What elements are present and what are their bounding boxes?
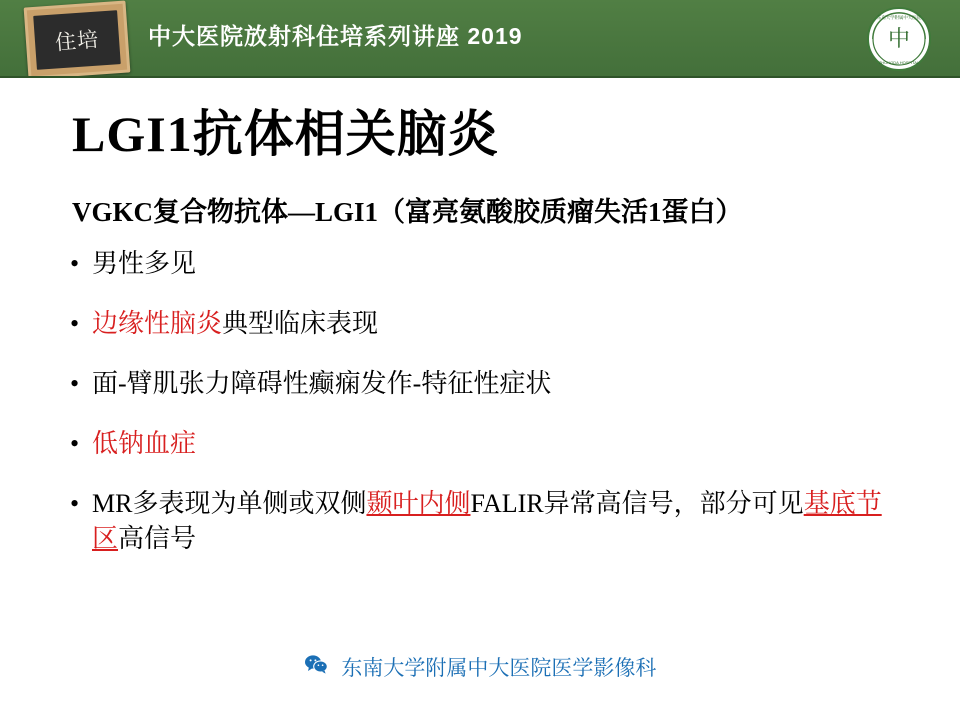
- chalkboard-plaque-label: 住培: [54, 27, 101, 55]
- bullet-text-run: 高信号: [118, 524, 197, 554]
- bullet-text-run: 基底节区: [92, 488, 882, 554]
- slide-header-bar: [0, 0, 960, 78]
- bullet-text-run: 面-臂肌张力障碍性癫痫发作-特征性症状: [92, 368, 552, 398]
- slide-title: LGI1抗体相关脑炎: [72, 106, 499, 162]
- svg-text:东南大学附属中大医院: 东南大学附属中大医院: [877, 15, 921, 20]
- bullet-item: [70, 246, 900, 282]
- bullet-mr-findings: [92, 486, 900, 558]
- bullet-marker-icon: •: [70, 488, 80, 518]
- footer-text: 东南大学附属中大医院医学影像科: [341, 657, 657, 680]
- bullet-text-run: 颞叶内侧: [366, 488, 471, 518]
- bullet-text-run: MR多表现为单侧或双侧: [92, 488, 367, 518]
- bullet-male-predominance: [92, 246, 900, 282]
- bullet-list: [70, 246, 900, 581]
- chalkboard-plaque-inner: [33, 10, 121, 70]
- bullet-marker-icon: •: [70, 368, 80, 398]
- footer-credit: [0, 652, 960, 682]
- bullet-item: [70, 426, 900, 462]
- slide-footer: [0, 638, 960, 720]
- bullet-text-run: 低钠血症: [92, 428, 197, 458]
- slide-body: [0, 78, 960, 638]
- bullet-marker-icon: •: [70, 308, 80, 338]
- bullet-text-run: 典型临床表现: [222, 308, 379, 338]
- wechat-icon: [304, 654, 328, 680]
- bullet-marker-icon: •: [70, 249, 80, 278]
- bullet-item: [70, 486, 900, 558]
- bullet-text-run: 边缘性脑炎: [92, 308, 223, 338]
- chalkboard-plaque: [24, 1, 131, 78]
- slide-subtitle: VGKC复合物抗体—LGI1（富亮氨酸胶质瘤失活1蛋白）: [72, 197, 743, 227]
- bullet-marker-icon: •: [70, 428, 80, 458]
- bullet-item: [70, 366, 900, 402]
- bullet-text-run: FALIR异常高信号，部分可见: [470, 488, 804, 518]
- bullet-text-run: 男性多见: [92, 249, 197, 278]
- bullet-limbic-encephalitis: [92, 306, 900, 342]
- bullet-faciobrachial-dystonic-seizure: [92, 366, 900, 402]
- svg-text:中: 中: [887, 26, 911, 51]
- svg-text:ZHONGDA HOSPITAL: ZHONGDA HOSPITAL: [878, 60, 920, 65]
- hospital-logo: [866, 6, 932, 72]
- bullet-hyponatremia: [92, 426, 900, 462]
- bullet-item: [70, 306, 900, 342]
- header-title: 中大医院放射科住培系列讲座 2019: [148, 23, 523, 49]
